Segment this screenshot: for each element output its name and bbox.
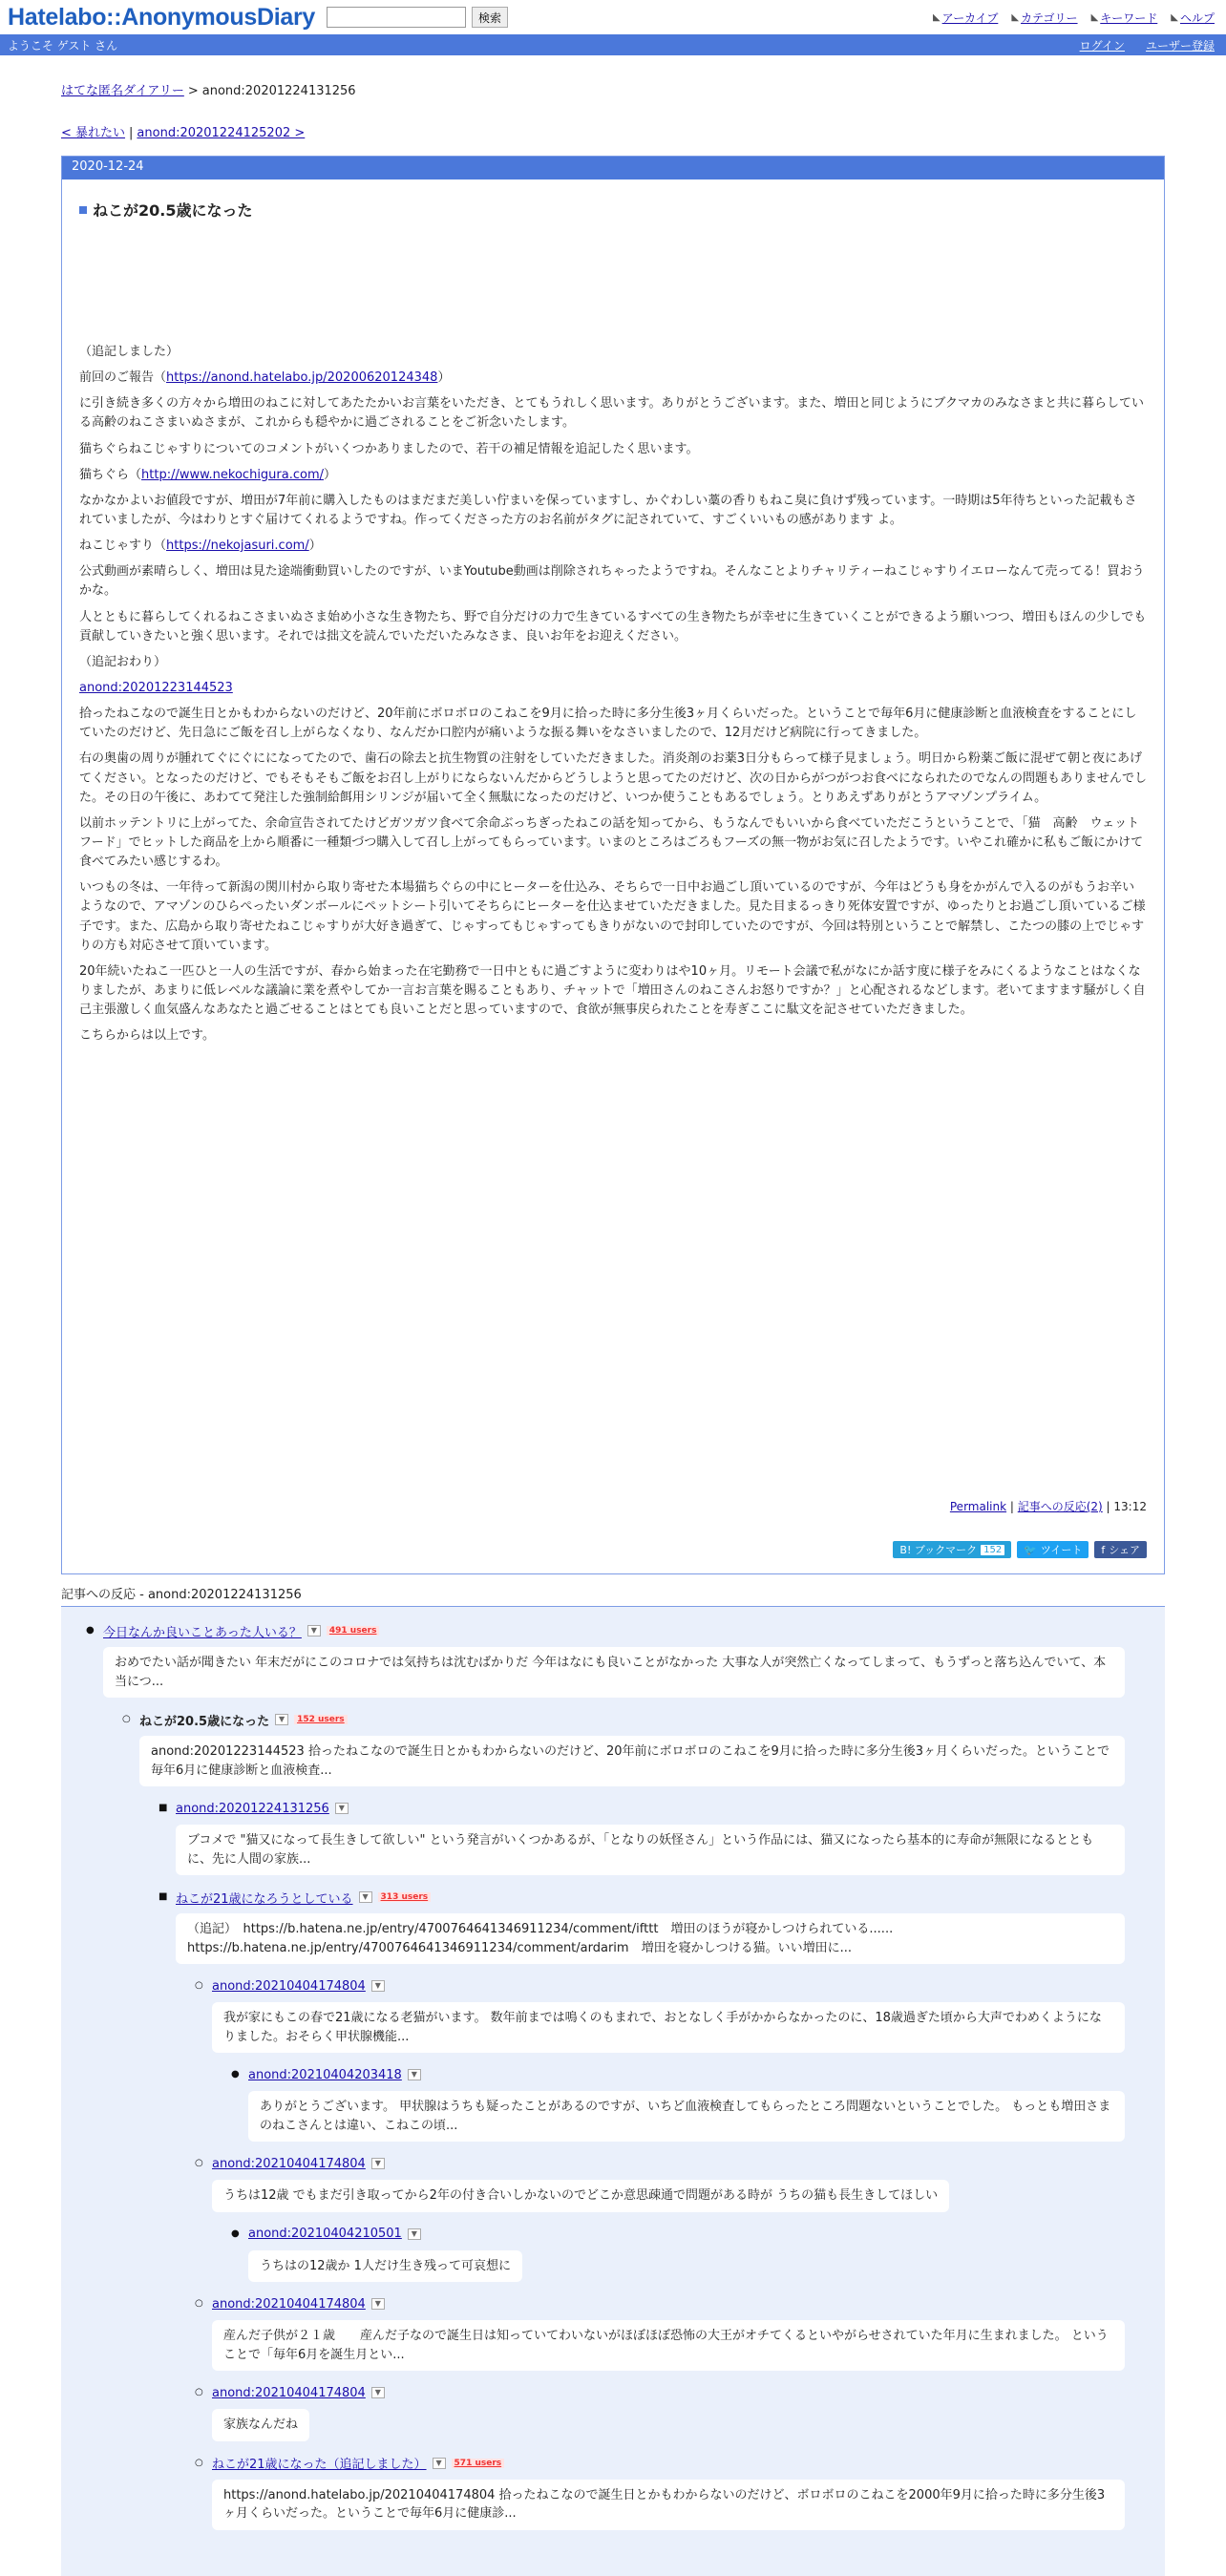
day-box — [61, 156, 1165, 1574]
entry-paragraph: なかなかよいお値段ですが、増田が7年前に購入したものはまだまだ美しい佇まいを保っていますし、かぐわしい藁の香りもねこ臭に負けず残っています。一時期は5年待ちといった記載もされていましたが、今はわりとすぐ届けてくれるようですね。作ってくださった方のお名前がタグに記されていて、すごくいいもの感があります よ。 — [79, 493, 1137, 527]
reactions-link[interactable]: 記事への反応(2) — [1017, 1500, 1103, 1513]
reaction-item — [195, 1975, 1152, 2060]
nav-archive[interactable]: ◣ アーカイブ — [932, 11, 999, 25]
entry-paragraph: 以前ホッテントリに上がってた、余命宣告されてたけどガツガツ食べて余命ぶっちぎったねこの話を知ってから、もうなんでもいいから食べていただこうということで、「猫 高齢 ウェットフード」でヒットした商品を上から順番に一種類づつ購入して召し上がってもらっています。いまのところはごろもフーズの無一物がお気に召したようです。いやこれ確かに私もご飯にかけて食べてみたい感じするわ。 — [79, 815, 1144, 870]
reactions-header: 記事への反応 - anond:20201224131256 — [61, 1584, 1165, 1607]
reaction-item — [195, 2153, 1152, 2220]
entry-title — [79, 199, 1147, 221]
login-link[interactable]: ログイン — [1079, 39, 1125, 53]
entry-link[interactable]: https://nekojasuri.com/ — [166, 538, 309, 554]
pager-divider: | — [129, 126, 134, 140]
reaction-item — [231, 2224, 1152, 2291]
reaction-snippet: （追記） https://b.hatena.ne.jp/entry/4700764641346911234/comment/ifttt 増田のほうが寝かしつけられている...... https://b.hatena.ne.jp/entry/4700764641346911234/comment/ardarim 増田を寝かしつける猫。いい増田に... — [176, 1913, 1125, 1964]
bullet-icon: ● — [231, 2069, 240, 2080]
reaction-snippet: https://anond.hatelabo.jp/20210404174804 拾ったねこなので誕生日とかもわからないのだけど、ボロボロのこねこを2000年9月に拾った時に多分生後3ヶ月くらいだった。ということで毎年6月に健康診... — [212, 2480, 1125, 2530]
hatebu-count: 152 — [981, 1545, 1004, 1555]
reaction-title — [248, 2064, 1152, 2085]
chevron-down-icon[interactable]: ▼ — [408, 2228, 421, 2240]
bird-icon: 🐦 — [1024, 1543, 1037, 1556]
chevron-down-icon[interactable]: ▼ — [307, 1625, 321, 1636]
triangle-icon: ◣ — [1011, 12, 1020, 23]
bullet-icon: ● — [231, 2228, 240, 2239]
entry-text — [79, 343, 1147, 1045]
entry-paragraph — [79, 679, 1147, 698]
prev-entry-link[interactable]: < 暴れたい — [61, 126, 126, 140]
breadcrumb — [61, 80, 1165, 98]
tweet-button[interactable] — [1017, 1541, 1089, 1558]
welcome-bar — [0, 34, 1226, 55]
triangle-icon: ◣ — [1171, 12, 1178, 23]
reaction-title-text[interactable]: anond:20210404174804 — [212, 2385, 366, 2400]
entry-meta: Permalink | 記事への反応(2) | 13:12 — [949, 1500, 1147, 1513]
reaction-title — [212, 1975, 1152, 1996]
top-header — [0, 0, 1226, 34]
reaction-title — [176, 1798, 1152, 1819]
reaction-title-text[interactable]: anond:20201224131256 — [176, 1801, 329, 1816]
tweet-label: ツイート — [1040, 1544, 1083, 1556]
reaction-item — [195, 2293, 1152, 2378]
reaction-title — [212, 2153, 1152, 2174]
chevron-down-icon[interactable]: ▼ — [275, 1714, 288, 1725]
nav-keyword[interactable]: ◣ キーワード — [1090, 11, 1158, 25]
reaction-item — [159, 1798, 1152, 1883]
entry-paragraph: 前回のご報告（https://anond.hatelabo.jp/20200620124348） — [79, 370, 451, 386]
reaction-snippet: ありがとうございます。 甲状腺はうちも疑ったことがあるのですが、いちど血液検査してもらったところ問題ないということでした。 もっとも増田さまのねこさんとは違い、こねこの頃... — [248, 2091, 1125, 2142]
entry-paragraph: 公式動画が素晴らしく、増田は見た途端衝動買いしたのですが、いまYoutube動画は削除されちゃったようですね。そんなことよりチャリティーねこじゃすりイエローなんて売ってる！買おうかな。 — [79, 564, 1145, 599]
reaction-title — [176, 1887, 1152, 1908]
reaction-title — [103, 1620, 1152, 1641]
reaction-title — [212, 2453, 1152, 2474]
entry-paragraph: に引き続き多くの方々から増田のねこに対してあたたかいお言葉をいただき、とてもうれしく思います。ありがとうございます。また、増田と同じようにブクマカのみなさまと共に暮らしている高齢のねこさまいぬさまが、これからも穏やかに過ごされることをご祈念いたします。 — [79, 396, 1145, 431]
share-buttons — [893, 1541, 1147, 1558]
reaction-snippet: うちはの12歳か 1人だけ生き残って可哀想に — [248, 2250, 522, 2283]
reactions-tree — [61, 1607, 1165, 2576]
main-content — [61, 80, 1165, 2576]
reaction-title-text[interactable]: anond:20210404203418 — [248, 2067, 402, 2082]
chevron-down-icon[interactable]: ▼ — [359, 1891, 372, 1903]
bookmark-users-badge[interactable]: 313 users — [378, 1892, 432, 1902]
bookmark-users-badge[interactable]: 571 users — [452, 2459, 505, 2468]
reaction-title-text[interactable]: anond:20210404174804 — [212, 1978, 366, 1994]
reaction-snippet: ブコメで "猫又になって長生きして欲しい" という発言がいくつかあるが、「となりの妖怪さん」という作品には、猫又になったら基本的に寿命が無限になるとともに、先に人間の家族... — [176, 1825, 1125, 1875]
entry-paragraph: 猫ちぐらねこじゃすりについてのコメントがいくつかありましたので、若干の補足情報を追記したく思います。 — [79, 441, 699, 456]
reaction-title — [248, 2224, 1152, 2245]
reaction-item — [195, 2382, 1152, 2449]
chevron-down-icon[interactable]: ▼ — [371, 2158, 385, 2169]
nav-category[interactable]: ◣ カテゴリー — [1011, 11, 1078, 25]
facebook-label: シェア — [1109, 1544, 1140, 1556]
bullet-icon: ○ — [195, 2387, 203, 2397]
search-button[interactable]: 検索 — [472, 7, 508, 28]
reaction-title-text[interactable]: anond:20210404210501 — [248, 2227, 402, 2241]
chevron-down-icon[interactable]: ▼ — [335, 1803, 349, 1814]
bullet-icon: ■ — [159, 1891, 168, 1902]
facebook-icon: f — [1101, 1543, 1106, 1556]
entry-paragraph: （追記おわり） — [79, 654, 167, 669]
bullet-icon: ● — [86, 1625, 95, 1636]
reaction-snippet: 我が家にもこの春で21歳になる老猫がいます。 数年前までは鳴くのもまれで、おとなしく手がかからなかったのに、18歳過ぎた頃から大声でわめくようになりました。おそらく甲状腺機能... — [212, 2002, 1125, 2053]
triangle-icon: ◣ — [932, 12, 941, 23]
permalink[interactable]: Permalink — [949, 1500, 1007, 1513]
reaction-snippet: anond:20201223144523 拾ったねこなので誕生日とかもわからないのだけど、20年前にボロボロのこねこを9月に拾った時に多分生後3ヶ月くらいだった。ということで毎年6月に健康診断と血液検査... — [139, 1736, 1125, 1786]
bookmark-users-badge[interactable]: 152 users — [294, 1715, 348, 1724]
entry-paragraph: 右の奥歯の周りが腫れてぐにぐにになってたので、歯石の除去と抗生物質の注射をしていただきました。消炎剤のお薬3日分もらって様子見ましょう。明日から粉薬ご飯に混ぜて朝と夜にあげてください。となったのだけど、でもそもそもご飯をお召し上がりにならないんだからどうしようと思ってたのだけど、次の日からがつがつお食べになられたのでなんの問題もありませんでした。その日の午後に、あわてて発注した強制給餌用シリンジが届いて全く無駄になったのだけど、いつか使うこともあるでしょう。とりあえずありがとうアマゾンプライム。 — [79, 751, 1148, 805]
search-form — [327, 7, 508, 28]
top-nav — [933, 10, 1215, 26]
reaction-item — [195, 2453, 1152, 2538]
bullet-icon: ○ — [122, 1714, 131, 1724]
welcome-text: ようこそ ゲスト さん — [8, 38, 118, 53]
reaction-title-text[interactable]: anond:20210404174804 — [212, 2156, 366, 2171]
chevron-down-icon[interactable]: ▼ — [433, 2458, 446, 2469]
reaction-item — [86, 1620, 1152, 1705]
breadcrumb-separator: > — [187, 84, 199, 98]
chevron-down-icon[interactable]: ▼ — [408, 2069, 421, 2080]
hatebu-label: B! ブックマーク — [899, 1544, 978, 1556]
reaction-title — [212, 2382, 1152, 2403]
bookmark-users-badge[interactable]: 491 users — [327, 1626, 380, 1636]
breadcrumb-root[interactable]: はてな匿名ダイアリー — [61, 84, 184, 98]
bullet-icon: ○ — [195, 2298, 203, 2309]
triangle-icon: ◣ — [1090, 12, 1099, 23]
reaction-snippet: 産んだ子供が２１歳 産んだ子なので誕生日は知っていてわいないがほぼほぼ恐怖の大王がオチてくるといやがらせされていた年月に生まれました。 ということで「毎年6月を誕生月とい... — [212, 2320, 1125, 2371]
reaction-snippet: うちは12歳 でもまだ引き取ってから2年の付き合いしかないのでどこか意思疎通で問題がある時が うちの猫も長生きしてほしい — [212, 2180, 949, 2212]
reaction-item — [231, 2064, 1152, 2149]
entry-title-text: ねこが20.5歳になった — [93, 201, 253, 220]
breadcrumb-current: anond:20201224131256 — [201, 84, 356, 98]
reaction-snippet: おめでたい話が聞きたい 年末だがにこのコロナでは気持ちは沈むばかりだ 今年はなにも良いことがなかった 大事な人が突然亡くなってしまって、もうずっと落ち込んでいて、本当につ... — [103, 1647, 1125, 1698]
next-entry-link[interactable]: anond:20201224125202 > — [137, 126, 306, 140]
day-date: 2020-12-24 — [62, 157, 1164, 179]
reaction-item — [159, 1887, 1152, 1972]
reaction-item — [122, 1709, 1152, 1794]
register-link[interactable]: ユーザー登録 — [1145, 39, 1215, 53]
reaction-title-text[interactable]: ねこが21歳になった（追記しました） — [212, 2458, 427, 2472]
square-icon[interactable] — [79, 206, 87, 214]
reaction-title — [139, 1709, 1152, 1730]
entry-link[interactable]: anond:20201223144523 — [79, 680, 233, 695]
entry-link[interactable]: http://www.nekochigura.com/ — [141, 467, 325, 482]
entry-paragraph: 20年続いたねこ一匹ひと一人の生活ですが、春から始まった在宅勤務で一日中ともに過ごすように変わりはや10ヶ月。リモート会議で私がなにか話す度に様子をみにくるようなことはなくなりましたが、あまりに低レベルな議論に業を煮やしてか一言お言葉を賜ることもあり、チャットで「増田さんのねこさんお怒りですか？」と心配されるなどします。老いてますます騒がしく自己主張激しく血気盛んなあなたと過ごせることはとても良いことだと思っていますので、食欲が無事戻られたことを寿ぎここに駄文を記させていただきました。 — [79, 963, 1146, 1018]
site-logo[interactable]: Hatelabo::AnonymousDiary — [8, 3, 316, 31]
bullet-icon: ○ — [195, 1980, 203, 1991]
bullet-icon: ○ — [195, 2158, 203, 2168]
reaction-title-text[interactable]: 今日なんか良いことあった人いる？ — [103, 1625, 302, 1640]
bullet-icon: ■ — [159, 1803, 168, 1813]
entry-paragraph: 猫ちぐら（http://www.nekochigura.com/） — [79, 467, 337, 482]
entry-body — [62, 179, 1164, 1573]
nav-help[interactable]: ◣ ヘルプ — [1171, 11, 1215, 25]
reaction-snippet: 家族なんだね — [212, 2409, 309, 2441]
reaction-title-text[interactable]: anond:20210404174804 — [212, 2296, 366, 2312]
entry-paragraph: （追記しました） — [79, 345, 180, 359]
reaction-title-text[interactable]: ねこが21歳になろうとしている — [176, 1891, 353, 1907]
facebook-share-button[interactable] — [1094, 1541, 1147, 1558]
entry-paragraph: こちらからは以上です。 — [79, 1028, 215, 1044]
search-input[interactable] — [327, 7, 466, 28]
entry-paragraph: 拾ったねこなので誕生日とかもわからないのだけど、20年前にボロボロのこねこを9月に拾った時に多分生後3ヶ月くらいだった。ということで毎年6月に健康診断と血液検査をすることにしていたのだけど、先日急にご飯を召し上がらなくなり、なんだか口腔内が痛いような振る舞いをなさいましたので、12月だけど病院に行ってきました。 — [79, 707, 1137, 741]
chevron-down-icon[interactable]: ▼ — [371, 2387, 385, 2398]
chevron-down-icon[interactable]: ▼ — [371, 2298, 385, 2310]
reaction-title — [212, 2293, 1152, 2314]
reaction-title-text: ねこが20.5歳になった — [139, 1714, 270, 1729]
pager — [61, 122, 1165, 140]
entry-time: 13:12 — [1113, 1500, 1147, 1513]
hatebu-button[interactable] — [893, 1541, 1011, 1558]
entry-paragraph: ねこじゃすり（https://nekojasuri.com/） — [79, 538, 322, 554]
bullet-icon: ○ — [195, 2457, 203, 2468]
entry-paragraph: 人とともに暮らしてくれるねこさまいぬさま始め小さな生き物たち、野で自分だけの力で生きているすべての生き物たちが幸せに生きていくことができるよう願いつつ、増田もほんの少しでも貢献していきたいと強く思います。それでは拙文を読んでいただいたみなさま、良いお年をお迎えください。 — [79, 609, 1147, 644]
entry-paragraph: いつもの冬は、一年待って新潟の関川村から取り寄せた本場猫ちぐらの中にヒーターを仕込み、そちらで一日中お過ごし頂いているのですが、今年はどうも身をかがんで入るのがもうお辛いようなので、アマゾンのひらぺったいダンボールにペットシート引いてそちらにヒーターを仕込ませていただきました。見た目まるっきり死体安置ですが、ゆったりとお過ごし頂いているご様子です。また、広島から取り寄せたねこじゃすりが大好き過ぎて、じゃすってもじゃすってもきりがないので封印していたのですが、今回は特別ということで解禁し、こたつの膝の上でじゃすりの方も対応させて頂いています。 — [79, 880, 1146, 953]
chevron-down-icon[interactable]: ▼ — [371, 1980, 385, 1992]
entry-link[interactable]: https://anond.hatelabo.jp/20200620124348 — [166, 370, 438, 386]
